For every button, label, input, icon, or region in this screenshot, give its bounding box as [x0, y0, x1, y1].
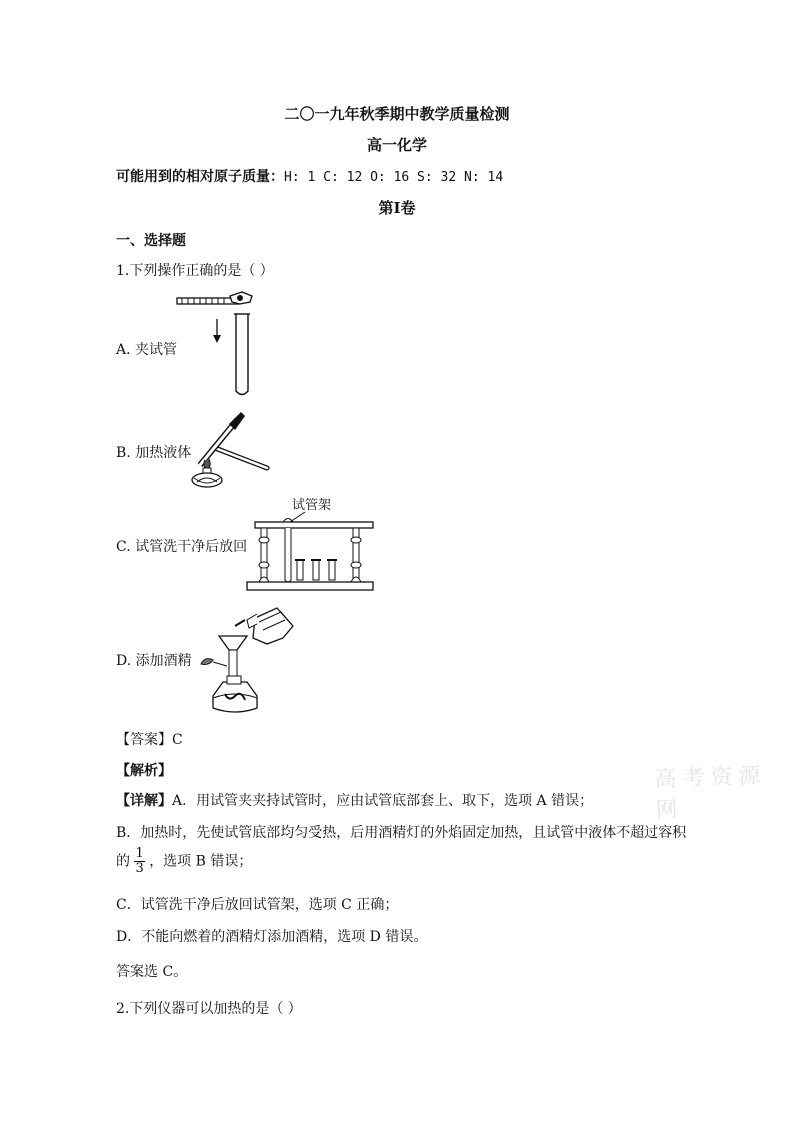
- detail-b-pre: 的: [116, 853, 130, 870]
- detail-a-text: A．用试管夹夹持试管时，应由试管底部套上、取下，选项 A 错误；: [172, 793, 594, 809]
- test-tube-rack-figure: [245, 510, 375, 592]
- atomic-mass-line: [116, 166, 503, 186]
- detail-b-line1: B．加热时，先使试管底部均匀受热，后用酒精灯的外焰固定加热，且试管中液体不超过容积: [116, 825, 687, 841]
- watermark: 高考资源网: [654, 763, 767, 824]
- analysis-title: 【解析】: [116, 763, 172, 779]
- heating-liquid-figure: [185, 410, 280, 490]
- option-d-label: D. 添加酒精: [116, 653, 192, 669]
- exam-title: 二〇一九年秋季期中教学质量检测: [284, 105, 510, 123]
- option-a-label: A. 夹试管: [116, 342, 178, 358]
- test-tube-rack-caption: 试管架: [292, 498, 332, 513]
- section-heading: 一、选择题: [116, 233, 186, 249]
- detail-b-line2: [116, 847, 252, 876]
- detail-d-line: D．不能向燃着的酒精灯添加酒精，选项 D 错误。: [116, 929, 428, 945]
- answer-line: 【答案】C: [116, 732, 183, 748]
- detail-b-post: ，选项 B 错误；: [149, 853, 253, 870]
- conclusion-line: 答案选 C。: [116, 964, 188, 980]
- test-tube-clamp-figure: [170, 288, 270, 400]
- fraction-denominator: 3: [135, 861, 144, 876]
- volume-label: 第Ⅰ卷: [378, 199, 416, 217]
- atomic-mass-label: 可能用到的相对原子质量：: [116, 169, 284, 185]
- detail-a-line: [116, 790, 593, 810]
- fraction-one-third: [134, 847, 144, 876]
- exam-subject: 高一化学: [366, 136, 427, 154]
- fraction-numerator: 1: [135, 846, 144, 861]
- question1-stem: 1.下列操作正确的是（ ）: [116, 263, 274, 279]
- atomic-mass-values: H: 1 C: 12 O: 16 S: 32 N: 14: [284, 170, 504, 185]
- option-b-label: B. 加热液体: [116, 445, 192, 461]
- question2-stem: 2.下列仪器可以加热的是（ ）: [116, 1001, 302, 1017]
- option-c-label: C. 试管洗干净后放回: [116, 539, 248, 555]
- detail-prefix: 【详解】: [116, 793, 172, 809]
- detail-c-line: C．试管洗干净后放回试管架，选项 C 正确；: [116, 897, 399, 913]
- adding-alcohol-figure: [195, 598, 305, 718]
